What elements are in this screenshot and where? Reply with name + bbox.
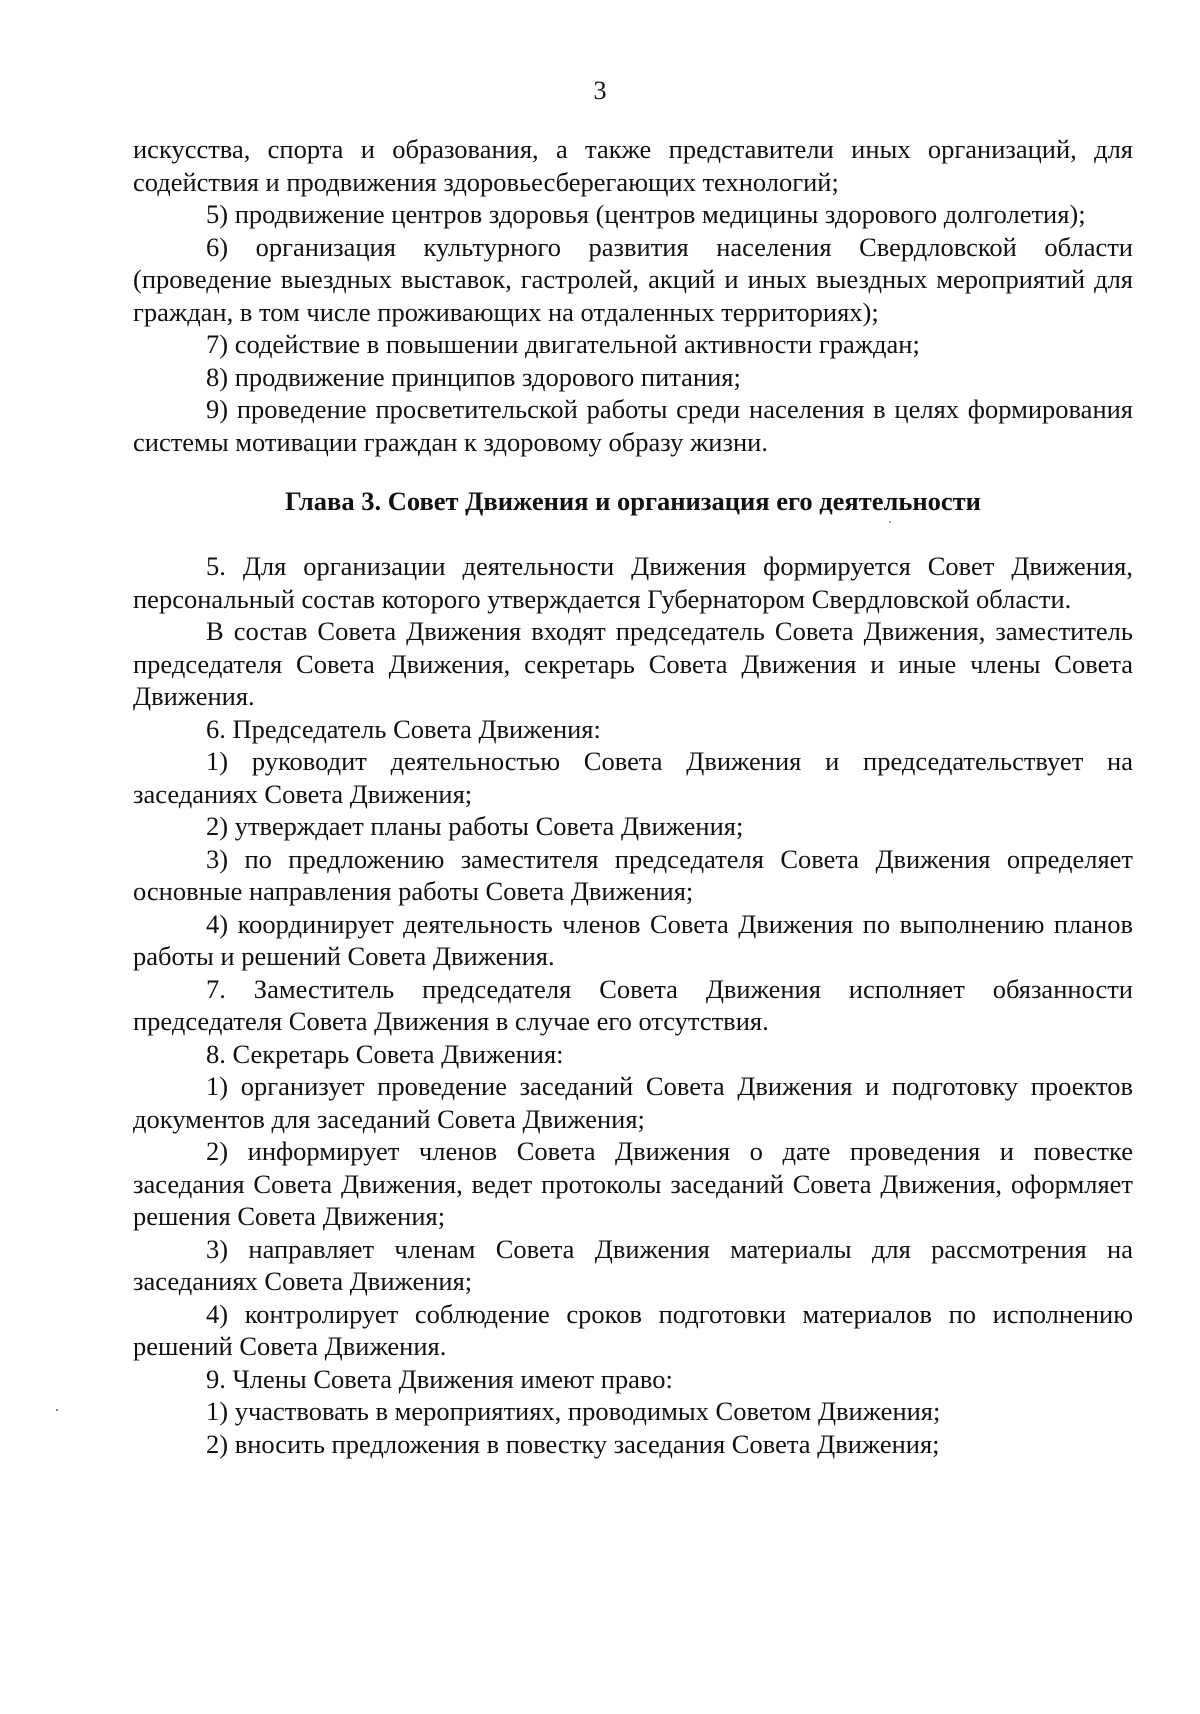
scan-speck	[56, 1409, 58, 1411]
section-9-item-1: 1) участвовать в мероприятиях, проводимых Советом Движения;	[206, 1396, 941, 1426]
section-8: 8. Секретарь Совета Движения:	[206, 1038, 564, 1069]
list-item-5: 5) продвижение центров здоровья (центров медицины здорового долголетия);	[206, 199, 1086, 229]
document-body	[133, 133, 1133, 1460]
section-9-item-2: 2) вносить предложения в повестку заседания Совета Движения;	[206, 1428, 940, 1459]
section-8-item-4: 4) контролирует соблюдение сроков подготовки материалов по исполнению решений Совета Движения.	[133, 1298, 1133, 1361]
section-6-item-4: 4) координирует деятельность членов Совета Движения по выполнению планов работы и решений Совета Движения.	[133, 908, 1133, 971]
section-6-item-3: 3) по предложению заместителя председателя Совета Движения определяет основные направления работы Совета Движения;	[133, 843, 1133, 906]
list-item-9: 9) проведение просветительской работы среди населения в целях формирования системы мотивации граждан к здоровому образу жизни.	[133, 394, 1133, 457]
list-item-8: 8) продвижение принципов здорового питания;	[206, 361, 741, 392]
page-number: 3	[593, 76, 607, 105]
section-5-composition: В состав Совета Движения входят председатель Совета Движения, заместитель председателя Совета Движения, секретарь Совета Движения и иные члены Совета Движения.	[133, 616, 1133, 711]
list-item-6: 6) организация культурного развития населения Свердловской области (проведение выездных выставок, гастролей, акций и иных выездных мероприятий для граждан, в том числе проживающих на отдаленных территориях);	[133, 231, 1133, 327]
scan-speck	[889, 521, 891, 523]
section-9: 9. Члены Совета Движения имеют право:	[206, 1363, 673, 1394]
section-8-item-1: 1) организует проведение заседаний Совета Движения и подготовку проектов документов для заседаний Совета Движения;	[133, 1071, 1133, 1134]
section-7: 7. Заместитель председателя Совета Движения исполняет обязанности председателя Совета Движения в случае его отсутствия.	[133, 973, 1133, 1036]
paragraph-continuation: искусства, спорта и образования, а также представители иных организаций, для содействия и продвижения здоровьесберегающих технологий;	[133, 134, 1133, 197]
section-8-item-2: 2) информирует членов Совета Движения о дате проведения и повестке заседания Совета Движения, ведет протоколы заседаний Совета Движения, оформляет решения Совета Движения;	[133, 1136, 1133, 1231]
section-6: 6. Председатель Совета Движения:	[206, 713, 601, 744]
section-6-item-1: 1) руководит деятельностью Совета Движения и председательствует на заседаниях Совета Движения;	[133, 746, 1133, 809]
section-6-item-2: 2) утверждает планы работы Совета Движения;	[206, 811, 744, 841]
chapter-heading: Глава 3. Совет Движения и организация его деятельности	[285, 486, 981, 516]
list-item-7: 7) содействие в повышении двигательной активности граждан;	[206, 329, 920, 359]
section-5: 5. Для организации деятельности Движения формируется Совет Движения, персональный состав которого утверждается Губернатором Свердловской области.	[133, 551, 1133, 614]
section-8-item-3: 3) направляет членам Совета Движения материалы для рассмотрения на заседаниях Совета Движения;	[133, 1233, 1133, 1296]
